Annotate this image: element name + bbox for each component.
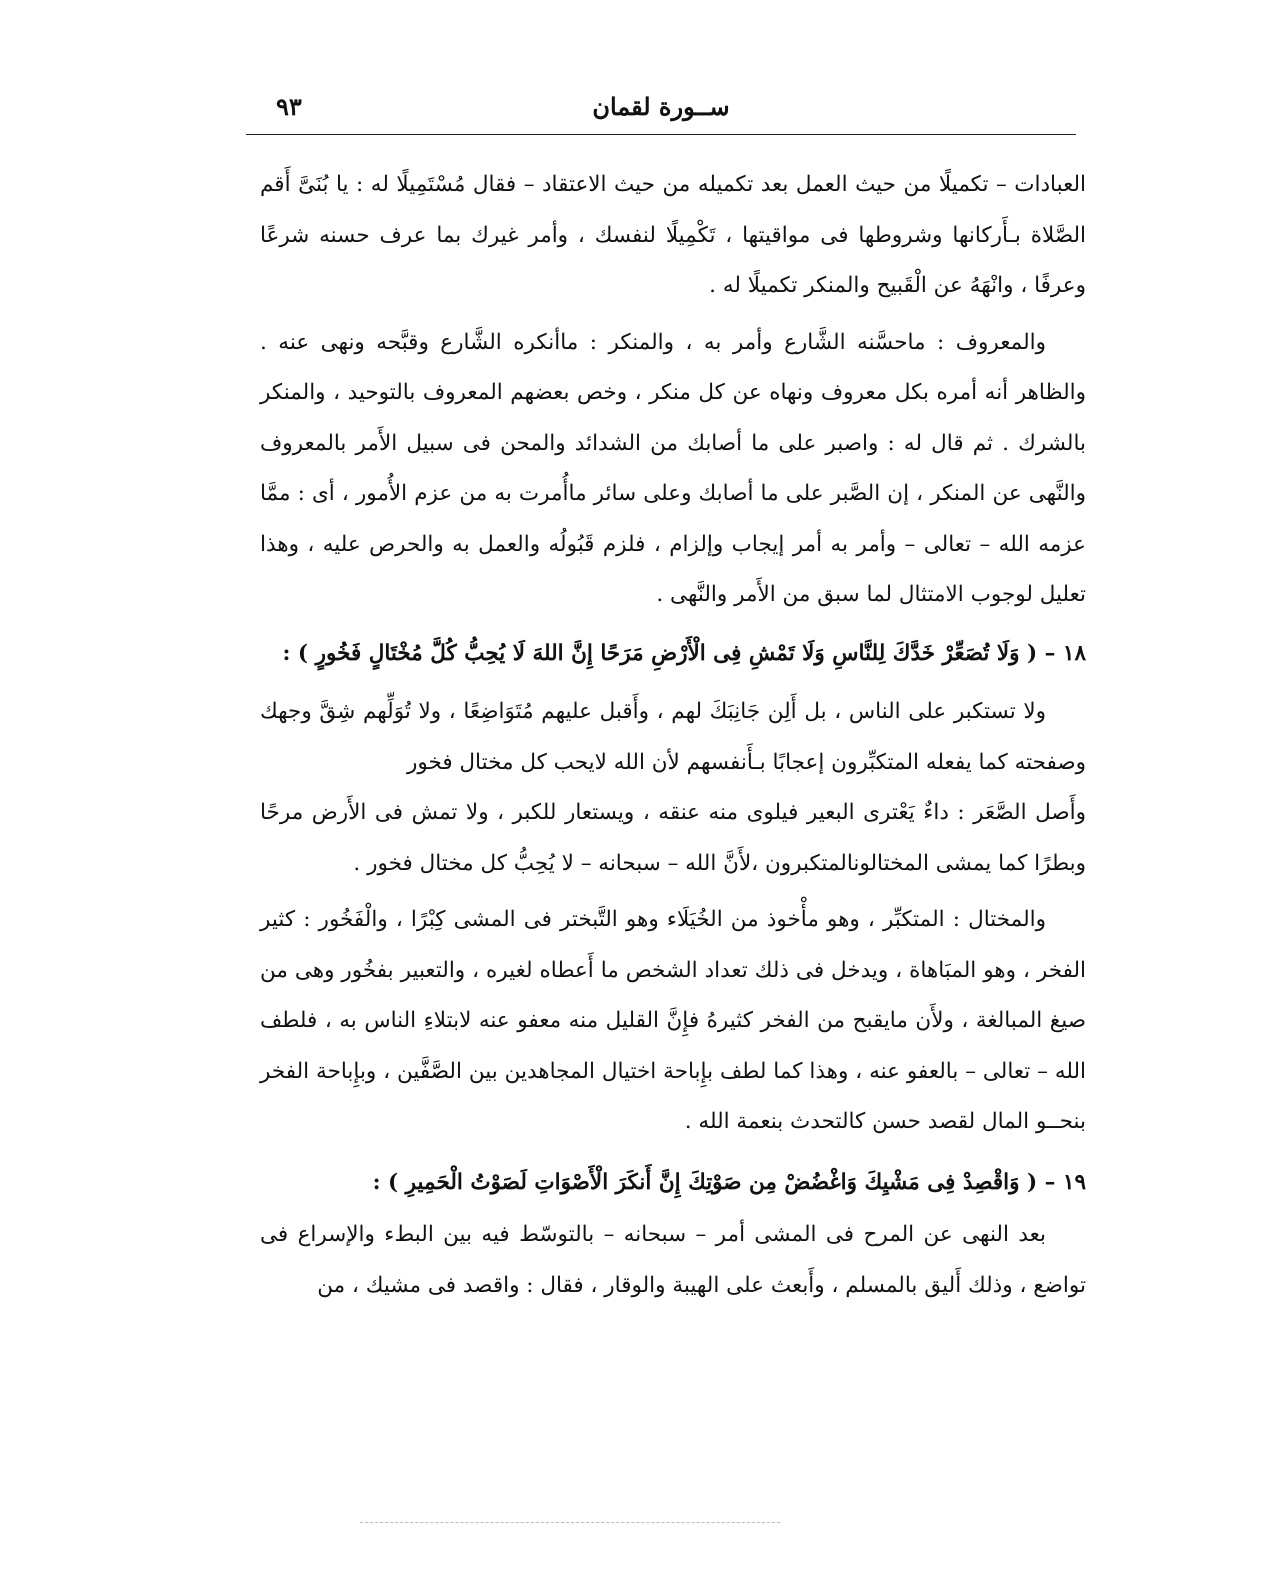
footer-divider — [360, 1522, 780, 1523]
page-number: ٩٣ — [276, 92, 302, 121]
verse-19: ١٩ – ( وَاقْصِدْ فِى مَشْيِكَ وَاغْضُضْ مِن صَوْتِكَ إِنَّ أَنكَرَ الْأَصْوَاتِ لَصَوْتُ الْحَمِيرِ ) : — [372, 1169, 1086, 1195]
paragraph-3: ولا تستكبر على الناس ، بل أَلِن جَانِبَكَ لهم ، وأَقبل عليهم مُتَوَاضِعًا ، ولا تُوَلِّهم شِقَّ وجهك وصفحته كما يفعله المتكبِّرون إعجابًا بـأَنفسهم لأن الله لايحب كل مختال فخور — [260, 699, 1086, 775]
paragraph-5: والمختال : المتكبِّر ، وهو مأْخوذ من الخُيَلَاء وهو التَّبختر فى المشى كِبْرًا ، والْفَخُور : كثير الفخر ، وهو المبَاهاة ، ويدخل فى ذلك تعداد الشخص ما أَعطاه لغيره ، والتعبير بفخُور وهى من صيغ المبالغة ، ولأَن مايقبح من الفخر كثيرهُ فإِنَّ القليل منه معفو عنه لابتلاءِ الناس به ، فلطف الله – تعالى – بالعفو عنه ، وهذا كما لطف بإِباحة اختيال المجاهدين بين الصَّفَّين ، وبإِباحة الفخر بنحــو المال لقصد حسن كالتحدث بنعمة الله . — [260, 907, 1086, 1134]
header-divider — [246, 134, 1076, 135]
paragraph-1: العبادات – تكميلًا من حيث العمل بعد تكميله من حيث الاعتقاد – فقال مُسْتَمِيلًا له : يا بُنَىَّ أَقم الصَّلاة بـأَركانها وشروطها فى مواقيتها ، تَكْمِيلًا لنفسك ، وأمر غيرك بما عرف حسنه شرعًا وعرفًا ، وانْهَهُ عن الْقَبيح والمنكر تكميلًا له . — [260, 172, 1086, 298]
paragraph-6: بعد النهى عن المرح فى المشى أمر – سبحانه – بالتوسّط فيه بين البطء والإسراع فى تواضع ، وذلك أَليق بالمسلم ، وأَبعث على الهيبة والوقار ، فقال : واقصد فى مشيك ، من — [260, 1222, 1086, 1298]
page-header — [246, 92, 1076, 136]
page-body — [260, 160, 1086, 1311]
paragraph-4: وأَصل الصَّعَر : داءٌ يَعْترى البعير فيلوى منه عنقه ، ويستعار للكبر ، ولا تمش فى الأَرض مرحًا وبطرًا كما يمشى المختالونالمتكبرون ،لأَنَّ الله – سبحانه – لا يُحِبُّ كل مختال فخور . — [260, 800, 1086, 876]
paragraph-2: والمعروف : ماحسَّنه الشَّارع وأمر به ، والمنكر : ماأنكره الشَّارع وقبَّحه ونهى عنه . والظاهر أنه أمره بكل معروف ونهاه عن كل منكر ، وخص بعضهم المعروف بالتوحيد ، والمنكر بالشرك . ثم قال له : واصبر على ما أصابك من الشدائد والمحن فى سبيل الأَمر بالمعروف والنَّهى عن المنكر ، إن الصَّبر على ما أصابك وعلى سائر ماأُمرت به من عزم الأُمور ، أى : ممَّا عزمه الله – تعالى – وأمر به أمر إيجاب وإلزام ، فلزم قَبُولُه والعمل به والحرص عليه ، وهذا تعليل لوجوب الامتثال لما سبق من الأَمر والنَّهى . — [260, 329, 1086, 607]
verse-18: ١٨ – ( وَلَا تُصَعِّرْ خَدَّكَ لِلنَّاسِ وَلَا تَمْشِ فِى الْأَرْضِ مَرَحًا إِنَّ اللهَ لَا يُحِبُّ كُلَّ مُخْتَالٍ فَخُورٍ ) : — [282, 640, 1086, 666]
surah-title: ســورة لقمان — [592, 92, 730, 121]
